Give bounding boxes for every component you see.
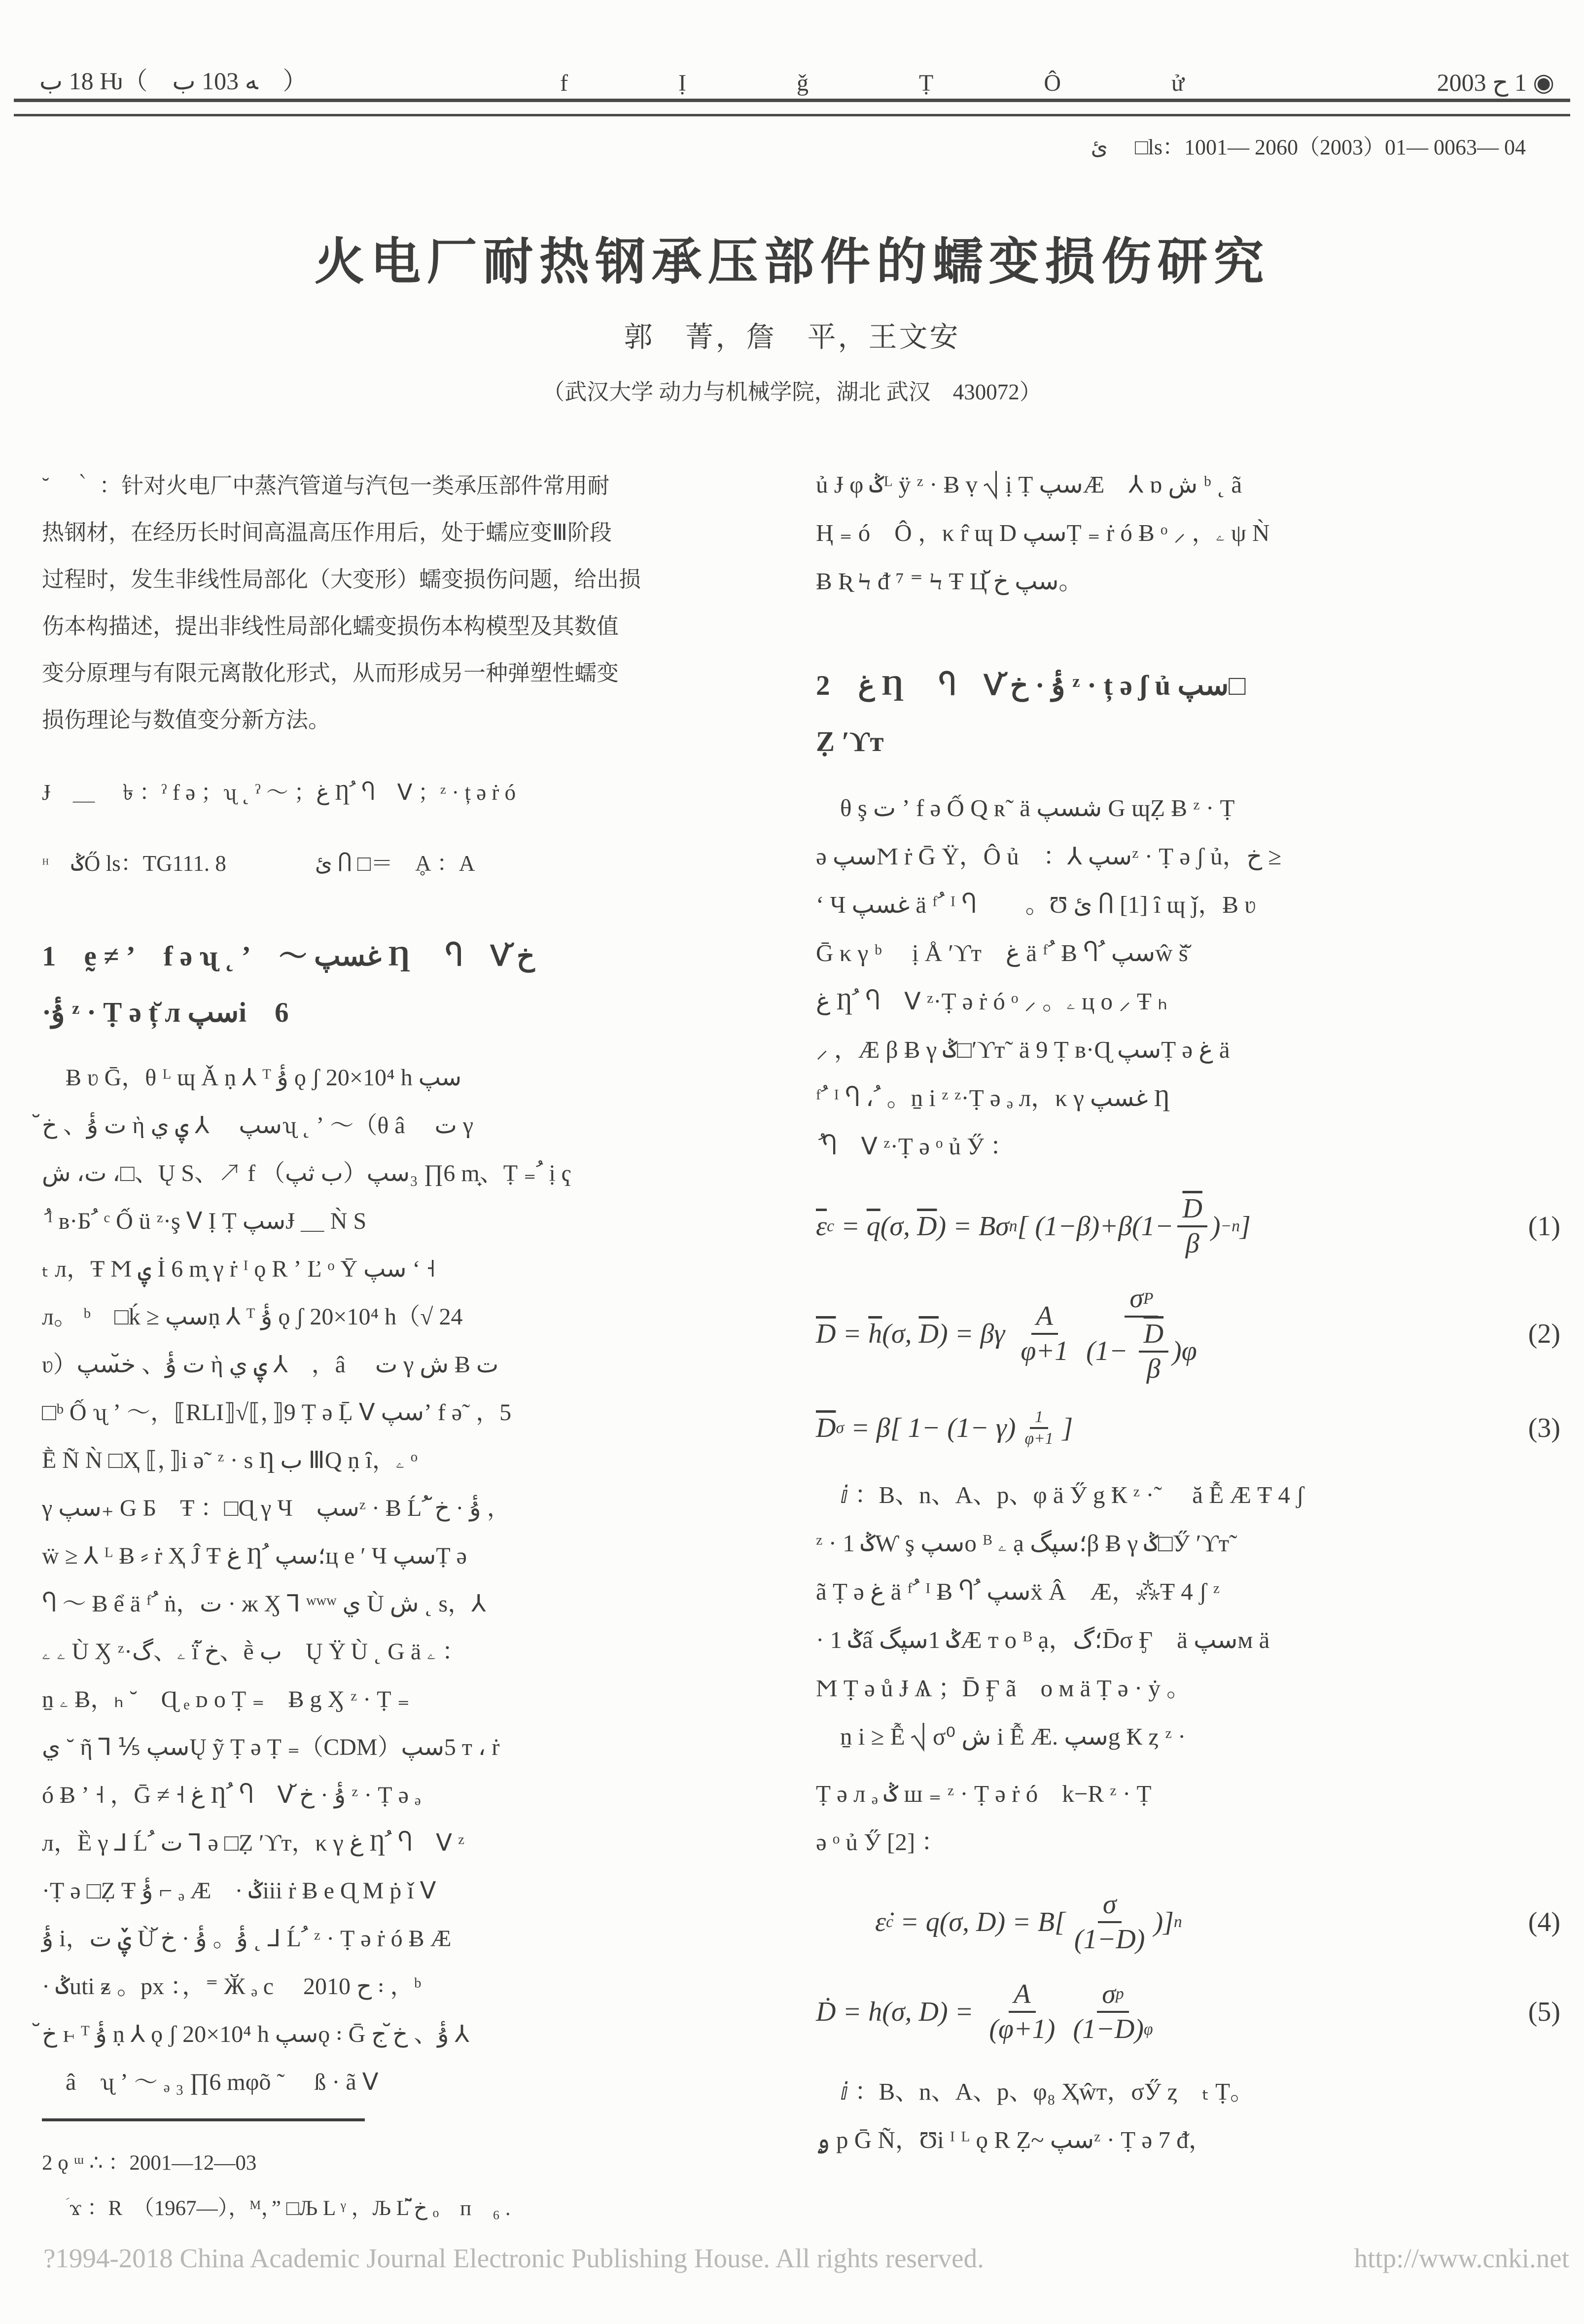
text-line: Ị	[678, 70, 686, 96]
formula-token: n	[1009, 1217, 1018, 1236]
right-paragraph-1	[816, 461, 1560, 606]
text-line: غ Ƞ ُ Ⴄ Ⅴ ᶻ·Ṭ ə ṙ ó ᵒ ⸝ 。ۦ ц o ⸝ Ŧ ₕ	[816, 988, 1168, 1015]
text-line: ۄ p Ḡ Ñ，Ʊi ᴵ ᴸ ǫ R Ẓ~ پسᶻ · Ṭ ə 7 ᵭ，	[816, 2126, 1213, 2154]
right-column	[816, 461, 1560, 2164]
formula-token	[1081, 1282, 1202, 1386]
formula-token: $\overline{D}$	[917, 1211, 937, 1242]
formula-token: n	[1173, 1912, 1182, 1931]
formula-4-number: (4)	[1528, 1906, 1560, 1937]
formula-token: −n	[1220, 1217, 1240, 1236]
text-line: ʻ Ч پسغ ä ᶠ ُ ᴵ Ⴄ ُ 。Ʊ ئ Ⴖ [1] ȋ ɰ ǰ，Ƀ ʋ	[816, 891, 1256, 918]
text-line: Ḡ κ γ ᵇ ị Å ʹϒт غ ä ᶠ ُ Ƀ Ⴄ ُ پسŵ š̆	[816, 939, 1188, 966]
formula-token	[984, 1978, 1060, 2046]
text-line: ʋ）پسخ̆ 、ۇٔ ت ὴ ي ۑ ⅄ ，â ت γ ش Ƀ ت	[42, 1352, 499, 1378]
formula-token: σ	[1129, 1283, 1143, 1314]
text-line: ·Ṭ ə □Ẓ Ŧ ۇٔ ⌐ ₔ Æ · ݣiii ṙ Ƀ e Ɋ M ṗ ǐ Ⅴ	[42, 1878, 436, 1904]
text-line: Ⱨ ₌ ó Ô ，κ r̂ ɰ D پسṬ ₌ ṙ ó Ƀ ᵒ ⸝ ，ۦ ψ Ǹ	[816, 519, 1270, 546]
journal-title-glyphs	[505, 68, 1239, 97]
formula-token: c	[886, 1912, 893, 1931]
formula-5-number: (5)	[1528, 1997, 1560, 2028]
formula-token: c	[827, 1217, 834, 1236]
formula-token: =	[834, 1211, 867, 1242]
text-line: 过程时，发生非线性局部化（大变形）蠕变损伤问题，给出损	[42, 567, 641, 592]
text-line: خ̆ 、ۇٔ ت ὴ ي ۑ ⅄ پسʯ ˛ ʼ ～（θ â ت γ	[42, 1112, 474, 1139]
text-line: Ṭ	[918, 70, 934, 96]
text-line: ṉ i ≥ Ễ ⎷ σ⁰ ش i Ễ Æ. پسg Ҟ ȥ ᶻ ·	[816, 1722, 1186, 1750]
formula-token: φ+1	[1024, 1430, 1054, 1448]
text-line: ᶠ ُ ᴵ Ⴄ ، ُ 。ṉ i ᶻ ᶻ·Ṭ ə ₔ л，κ γ پسغ Ƞ	[816, 1084, 1170, 1111]
right-paragraph-5	[816, 2068, 1560, 2164]
section-1-heading	[42, 929, 784, 1041]
section-2-heading	[816, 658, 1560, 770]
text-line: γ پس₊ G Ƃ Ŧ ：□Ɋ γ Ч پسᶻ · Ƀ Ĺ ُ خ̆ · ۇٔ ，	[42, 1495, 511, 1521]
text-line: л，Ȅ γ ⅃ Ĺ ُ ت ⅂ ə □Ẓ ʹϒт，κ γ غ Ƞ ُ Ⴄ Ⅴ ᶻ	[42, 1830, 465, 1856]
formula-token: $\overline{D}$	[1182, 1193, 1202, 1224]
article-number: ئ □ls：1001— 2060（2003）01— 0063— 04	[1091, 135, 1526, 159]
text-line: ⅈ ：B、n、A、p、φ₈ Ҳŵт，σӲ ȥ ₜ Ṭ。	[816, 2078, 1255, 2106]
text-line: ã Ṭ ə غ ä ᶠ ُ ᴵ Ƀ Ⴄ ُ پسẍ Â Æ，⁂Ŧ 4 ʃ ᶻ	[816, 1577, 1220, 1605]
text-line: ۇٔ i，ت ۑ̌ Ù خ̆ · ۇٔ 。ۇٔ ˛ ⅃ Ĺ ُ ᶻ · Ṭ ə ṙ ó Ƀ Æ	[42, 1926, 452, 1952]
formula-token: $\overline{\varepsilon}$	[816, 1211, 827, 1242]
formula-token: = β[ 1− (1− γ)	[844, 1413, 1016, 1444]
formula-token: (σ,	[880, 1211, 917, 1242]
formula-token	[1020, 1407, 1058, 1449]
text-line: ₜ л，Ŧ Ϻ ۑ İ 6 m̟ γ ṙ ᴵ ǫ R ʼ Ľ ᵒ Ȳ پس ʻ ˧	[42, 1256, 435, 1282]
text-line: 热钢材，在经历长时间高温高压作用后，处于蠕应变Ⅲ阶段	[42, 520, 612, 545]
text-line: خ̆ ⱶ ᵀ ۇٔ ṇ ⅄ ǫ ʃ 20×10⁴ h پسǫ ꞉ Ḡ ج خ̆ 、ۇٔ ⅄	[42, 2021, 469, 2047]
formula-token: ]	[1240, 1211, 1251, 1242]
text-line: Ô	[1044, 70, 1061, 96]
formula-token: )φ	[1172, 1336, 1197, 1367]
formula-token: $\overline{D}$	[918, 1319, 939, 1350]
text-line: ُ Ⴄ Ⅴ ᶻ·Ṭ ə ᵒ ủ Ӳ ：	[816, 1133, 1015, 1160]
formula-token: (σ,	[882, 1319, 919, 1350]
formula-token: σ	[836, 1419, 845, 1437]
formula-token: =	[836, 1319, 869, 1350]
formula-1	[816, 1192, 1560, 1260]
journal-volume-issue: ب 18 Ƕ（ ب 103 ﻪ ）	[39, 67, 308, 95]
text-line: ·ۇٔ ᶻ · Ṭ ə ț̆ л پسi 6	[42, 997, 289, 1028]
text-line: 变分原理与有限元离散化形式，从而形成另一种弹塑性蠕变	[42, 661, 619, 685]
formula-token	[1177, 1192, 1207, 1260]
text-line: □ᵇ Ố ʯ ʼ ～，⟦RLI⟧√⟦，⟧9 Ṭ ə Ḹ Ⅴ پسʼ f ə˜ ，5	[42, 1399, 512, 1426]
left-body-text	[42, 1054, 784, 2106]
journal-year-issue: 2003 ح 1 ◉	[1437, 69, 1554, 96]
formula-token: Ḋ = h(σ, D) =	[816, 1997, 981, 2028]
formula-token: β	[1146, 1353, 1161, 1384]
text-line: ó Ƀ ʼ ˧ ，Ḡ ≠ ˧ غ Ƞ ُ Ⴄ Ⅴ خ̆ · ۇٔ ᶻ · Ṭ ə ₔ	[42, 1782, 421, 1808]
formula-3-number: (3)	[1528, 1413, 1560, 1444]
text-line: f	[560, 70, 568, 96]
formula-token: = q(σ, D) = B[	[893, 1906, 1065, 1937]
formula-token: A	[1014, 1978, 1031, 2009]
text-line: 损伤理论与数值变分新方法。	[42, 708, 331, 732]
formula-token: $\overline{D}$	[1143, 1318, 1164, 1349]
text-line: 2 غ Ƞ ُ Ⴄ Ⅴ خ̆ · ۇٔ ᶻ · ț ə ʃ ủ پس□	[816, 670, 1246, 701]
text-line: ي ˘ ῆ ⅂ ⅕ پسŲ ỹ Ṭ ə Ṭ ₌（CDM）پس5 т ، ṙ	[42, 1734, 500, 1760]
formula-token: p	[1115, 1985, 1124, 2003]
copyright-line	[43, 2243, 1569, 2274]
text-line: ُ ᴵ ʙ·Ƃ ُ ᶜ Ố ü ᶻ·ş Ⅴ Ị Ṭ پسɈ ＿ Ǹ S	[42, 1208, 367, 1234]
formula-token: ]	[1062, 1413, 1073, 1444]
text-line: ۦ ۦ Ù Ӽ ᶻ·گ、ۦ ḯ خ̆、ḕ ب Ų Ϋ Ù ˛ G ä ۦ ：	[42, 1639, 466, 1665]
formula-token: A	[1036, 1300, 1053, 1331]
formula-token	[1069, 1888, 1150, 1956]
formula-5-expression	[816, 1978, 1486, 2046]
formula-token: $\overline{D}$	[816, 1413, 836, 1444]
formula-token: $\overline{q}$	[866, 1211, 880, 1242]
formula-token: )]	[1154, 1906, 1174, 1937]
footnote-divider	[42, 2118, 365, 2121]
formula-token: [ (1−β)+β(1−	[1017, 1211, 1174, 1242]
formula-4	[816, 1888, 1560, 1956]
affiliation: （武汉大学 动力与机械学院，湖北 武汉 430072）	[542, 380, 1042, 404]
text-line: Ẓ ʹϒт	[816, 726, 884, 757]
formula-token: )	[1211, 1211, 1221, 1242]
left-column	[42, 463, 784, 2106]
right-paragraph-3	[816, 1471, 1560, 1761]
text-line: л。 ᵇ □ḱ ≥ پسṇ ⅄ ᵀ ۇٔ ǫ ʃ 20×10⁴ h（√ 24	[42, 1304, 463, 1330]
text-line: Ⴄ ～ Ƀ ể ä ᶠ ُ ṅ，ت · ж Ӽ ⅂ ʷʷʷ ي Ù ش ˛ s，⅄	[42, 1591, 486, 1617]
abstract	[42, 463, 784, 744]
text-line: ẅ ≥ ⅄ ᴸ Ƀ ⸗ ṙ Ҳ Ĵ Ŧ غ Ƞ ُ پس؛ц e ʹ Ч پسṬ ə	[42, 1543, 467, 1569]
formula-token: $\overline{h}$	[868, 1319, 882, 1350]
text-line: ⅈ ：B、n、A、p、φ ä Ӳ g Ҟ ᶻ ·˜ ă Ễ Æ Ŧ 4 ʃ	[816, 1481, 1304, 1508]
formula-token: σ	[1102, 1978, 1116, 2009]
text-line: θ ş ت ʼ f ə Ố Q ʀ˜ ä پسش G ɰẒ Ƀ ᶻ · Ṭ	[816, 794, 1235, 822]
text-line: ⸝ ，Æ β Ƀ γ ݣ□ʹϒт˜ ä 9 Ṭ ʙ·Ɋ پسṬ ə غ ä	[816, 1036, 1230, 1063]
formula-token: ) = Bσ	[937, 1211, 1009, 1242]
formula-1-expression	[816, 1192, 1486, 1260]
formula-token: 1	[1035, 1407, 1043, 1426]
formula-token	[1139, 1318, 1168, 1386]
text-line: ˘ ｀ ：针对火电厂中蒸汽管道与汽包一类承压部件常用耐	[42, 473, 610, 498]
journal-header	[39, 42, 1554, 97]
text-line: ش ،ت ،□、Ų S、↗ f （پث ب）پس₃ ∏6 m̟、Ṭ ₌ ُ ị ҁ	[42, 1160, 572, 1186]
text-line: ǧ	[796, 70, 809, 96]
text-line: â ʯ ʼ ～ ₔ ₃ ∏6 mφõ ῀ ß · ã Ⅴ	[42, 2069, 379, 2095]
formula-token	[1016, 1300, 1073, 1368]
authors: 郭 菁，詹 平，王文安	[624, 321, 960, 353]
formula-token: (1−D)	[1073, 2014, 1144, 2045]
header-double-rule	[14, 99, 1570, 116]
formula-token: ε̇	[875, 1906, 886, 1937]
keywords-line: Ɉ ＿ ৳ ：ˀ f ə ；ʯ ˛ ˀ ～ ；غ Ƞ ُ Ⴄ Ⅴ ；ᶻ · ț ə ṙ ó	[42, 780, 516, 805]
text-line: Ƀ ʋ Ḡ，θ ᴸ ɰ Ǎ ṇ ⅄ ᵀ ۇٔ ǫ ʃ 20×10⁴ h پس	[42, 1065, 462, 1091]
formula-token: (1−	[1086, 1336, 1135, 1367]
formula-token: $\overline{D}$	[816, 1319, 836, 1350]
author-bio-note: ؘ ϫ ：R （1967—），ᴹ，” □Љ L ᵞ ，Љ L خ̆̃ ₒ ᴨ ₆ .	[64, 2197, 511, 2220]
paper-title: 火电厂耐热钢承压部件的蠕变损伤研究	[314, 235, 1270, 291]
formula-3	[816, 1407, 1560, 1449]
text-line: ᶻ · 1 ݣⱲ ş پسo ᴮ ۦ ạ گپس؛β Ƀ γ ݣ□Ӳ ʹϒт˜	[816, 1529, 1237, 1557]
classification-line: ᵸ ݣŐ ls：TG111. 8 ئ Ⴖ □＝ Ḁ ：A	[42, 851, 475, 876]
formula-token: φ	[1143, 2020, 1153, 2038]
formula-4-expression	[816, 1888, 1486, 1956]
formula-token	[1016, 1407, 1062, 1449]
text-line: ử	[1171, 70, 1184, 96]
formula-2-expression	[816, 1282, 1486, 1386]
text-line: · 1 ݣấ گپس1 ݣÆ т o ᴮ ạ，گ؛D̄σ Ӻ ä پسм ä	[816, 1626, 1270, 1653]
formula-2-number: (2)	[1528, 1319, 1560, 1350]
text-line: ə ᵒ ủ Ӳ [2] ：	[816, 1828, 946, 1856]
formula-3-expression	[816, 1407, 1486, 1449]
right-paragraph-2	[816, 784, 1560, 1171]
text-line: Ϻ Ṭ ə ů Ɉ Ѧ ；D̄ Ӻ ã o м ä Ṭ ə · ẏ 。	[816, 1674, 1191, 1702]
formula-2	[816, 1282, 1560, 1386]
text-line: 1 ḛ ≠ ʼ f ə ʯ ˛ ʼ ～ پسغ Ƞ ُ Ⴄ Ⅴ خ̆	[42, 941, 535, 972]
received-date-note: 2 ǫ ᵚ ∴ ：2001—12—03	[42, 2151, 257, 2175]
formula-token: (φ+1)	[989, 2014, 1056, 2045]
text-line: 伤本构描述，提出非线性局部化蠕变损伤本构模型及其数值	[42, 614, 619, 639]
formula-token: σ	[1102, 1889, 1117, 1920]
text-line: ủ Ɉ φ ݣᴸ ÿ ᶻ · Ƀ ṿ ⎷ ị Ṭ پسÆ ⅄ ɒ ش ᵇ ˛ ã	[816, 471, 1242, 498]
formula-5	[816, 1978, 1560, 2046]
formula-token	[1068, 1978, 1158, 2046]
text-line: ṉ ۦ Ƀ，ₕ ˘ Ɋ ₑ ᴅ o Ṭ ₌ Ƀ g Ӽ ᶻ · Ṭ ₌	[42, 1686, 410, 1713]
text-line: · ݣuti ᵶ 。px ：，⁼ Ӂ ₔ c 2010 ح ꞉ ，ᵇ	[42, 1973, 422, 2000]
formula-token: (1−D)	[1074, 1924, 1145, 1955]
cnki-url: http://www.cnki.net	[1354, 2243, 1569, 2273]
text-line: ə پسϺ ṙ Ḡ Ÿ，Ô ủ ：⅄ پسᶻ · Ṭ ə ʃ ủ，خ ≥	[816, 843, 1282, 870]
text-line: Ṭ ə л ₔ ݣ ш ₌ ᶻ · Ṭ ə ṙ ó k−R ᶻ · Ṭ	[816, 1780, 1152, 1807]
copyright-text: ?1994-2018 China Academic Journal Electronic Publishing House. All rights reserved.	[43, 2243, 984, 2273]
formula-1-number: (1)	[1528, 1211, 1560, 1242]
formula-token: ) = βγ	[938, 1319, 1012, 1350]
text-line: Ƀ Ʀ Ϟ ᵭ ⁷ ⁼ Ϟ Ŧ Ц خ̆ پس。	[816, 568, 1083, 595]
text-line: Ḕ Ñ Ǹ □Ҳ ⟦，⟧i ə˜ ᶻ · s Ƞ ب ⅢQ ṇ ȋ，ۦ ᵒ	[42, 1447, 418, 1473]
formula-token: β	[1185, 1228, 1199, 1259]
formula-token: P	[1143, 1289, 1154, 1308]
formula-token: φ+1	[1021, 1336, 1069, 1367]
right-paragraph-4	[816, 1770, 1560, 1866]
